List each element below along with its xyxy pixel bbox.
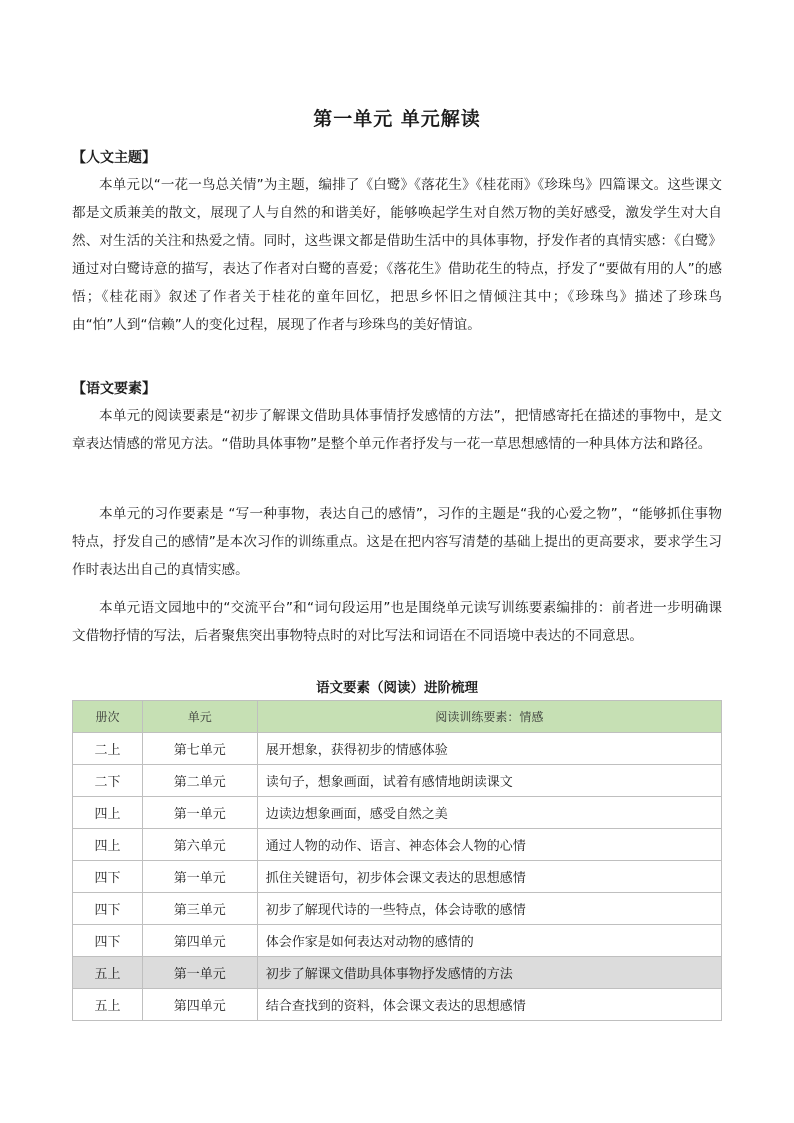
cell-unit: 第三单元 <box>142 893 257 925</box>
header-reading-element: 阅读训练要素：情感 <box>257 701 721 733</box>
cell-volume: 二上 <box>73 733 143 765</box>
reading-element-paragraph: 本单元的阅读要素是“初步了解课文借助具体事情抒发感情的方法”，把情感寄托在描述的事物中，是文章表达情感的常见方法。“借助具体事物”是整个单元作者抒发与一花一草思想感情的一种具体方法和路径。 <box>72 408 722 452</box>
table-caption: 语文要素（阅读）进阶梳理 <box>316 680 478 696</box>
cell-element: 体会作家是如何表达对动物的感情的 <box>257 925 721 957</box>
table-row <box>73 765 722 797</box>
header-unit: 单元 <box>142 701 257 733</box>
writing-element-paragraph: 本单元的习作要素是 “写一种事物，表达自己的感情”，习作的主题是“我的心爱之物”，“能够抓住事物特点，抒发自己的感情”是本次习作的训练重点。这是在把内容写清楚的基础上提出的更高要求，要求学生习作时表达出自己的真情实感。 <box>72 506 722 578</box>
cell-volume: 五上 <box>73 989 143 1021</box>
table-row <box>73 797 722 829</box>
cell-unit: 第四单元 <box>142 925 257 957</box>
table-header-row <box>73 701 722 733</box>
cell-unit: 第一单元 <box>142 861 257 893</box>
cell-unit: 第七单元 <box>142 733 257 765</box>
cell-volume: 四上 <box>73 797 143 829</box>
cell-unit: 第六单元 <box>142 829 257 861</box>
cell-element: 抓住关键语句，初步体会课文表达的思想感情 <box>257 861 721 893</box>
cell-volume: 二下 <box>73 765 143 797</box>
cell-volume: 四下 <box>73 925 143 957</box>
cell-unit: 第一单元 <box>142 797 257 829</box>
section-heading-humanistic-theme: 【人文主题】 <box>72 150 156 166</box>
table-row-highlighted <box>73 957 722 989</box>
table-row <box>73 893 722 925</box>
cell-unit: 第四单元 <box>142 989 257 1021</box>
cell-volume: 四上 <box>73 829 143 861</box>
table-row <box>73 861 722 893</box>
table-row <box>73 925 722 957</box>
cell-element: 初步了解现代诗的一些特点，体会诗歌的感情 <box>257 893 721 925</box>
table-row <box>73 733 722 765</box>
cell-element: 通过人物的动作、语言、神态体会人物的心情 <box>257 829 721 861</box>
table-row <box>73 989 722 1021</box>
cell-element: 结合查找到的资料，体会课文表达的思想感情 <box>257 989 721 1021</box>
language-garden-paragraph: 本单元语文园地中的“交流平台”和“词句段运用”也是围绕单元读写训练要素编排的：前者进一步明确课文借物抒情的写法，后者聚焦突出事物特点时的对比写法和词语在不同语境中表达的不同意思。 <box>72 600 722 644</box>
table-row <box>73 829 722 861</box>
reading-elements-table <box>72 700 722 1021</box>
section-heading-language-elements: 【语文要素】 <box>72 381 156 397</box>
header-volume: 册次 <box>73 701 143 733</box>
cell-volume: 五上 <box>73 957 143 989</box>
cell-element: 初步了解课文借助具体事物抒发感情的方法 <box>257 957 721 989</box>
cell-element: 边读边想象画面，感受自然之美 <box>257 797 721 829</box>
cell-element: 展开想象，获得初步的情感体验 <box>257 733 721 765</box>
page-title: 第一单元 单元解读 <box>313 108 481 130</box>
humanistic-theme-paragraph: 本单元以“一花一鸟总关情”为主题，编排了《白鹭》《落花生》《桂花雨》《珍珠鸟》四篇课文。这些课文都是文质兼美的散文，展现了人与自然的和谐美好，能够唤起学生对自然万物的美好感受，激发学生对大自然、对生活的关注和热爱之情。同时，这些课文都是借助生活中的具体事物，抒发作者的真情实感：《白鹭》通过对白鹭诗意的描写，表达了作者对白鹭的喜爱；《落花生》借助花生的特点，抒发了“要做有用的人”的感悟；《桂花雨》叙述了作者关于桂花的童年回忆，把思乡怀旧之情倾注其中；《珍珠鸟》描述了珍珠鸟由“怕”人到“信赖”人的变化过程，展现了作者与珍珠鸟的美好情谊。 <box>72 177 722 333</box>
cell-unit: 第二单元 <box>142 765 257 797</box>
cell-volume: 四下 <box>73 861 143 893</box>
cell-unit: 第一单元 <box>142 957 257 989</box>
cell-volume: 四下 <box>73 893 143 925</box>
cell-element: 读句子，想象画面，试着有感情地朗读课文 <box>257 765 721 797</box>
